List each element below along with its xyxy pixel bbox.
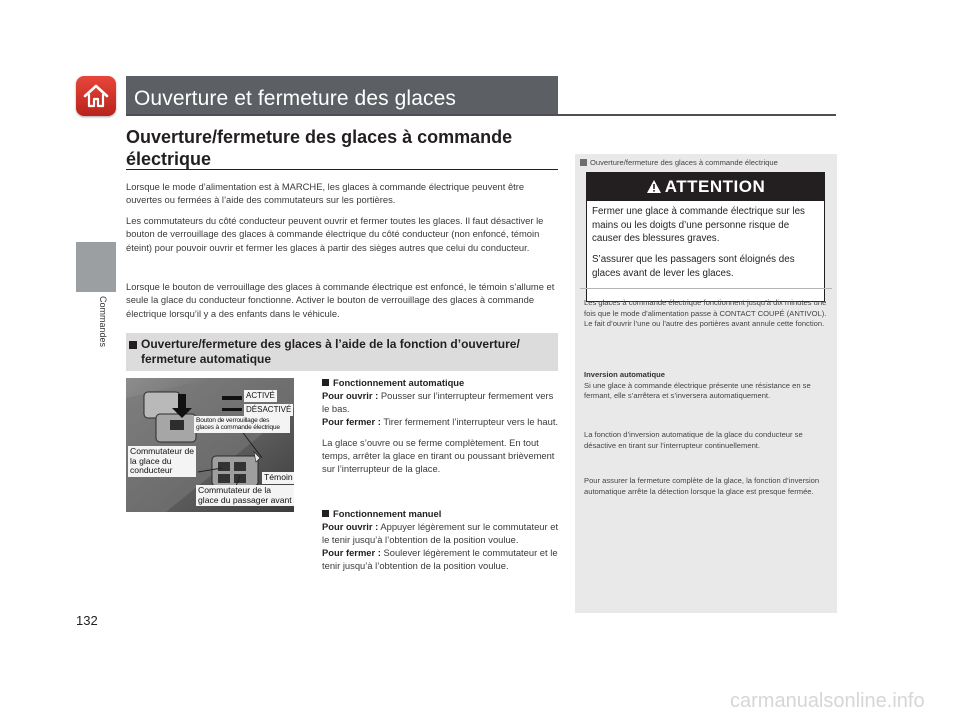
section-marker-icon (129, 341, 137, 349)
auto-stop-note: La glace s’ouvre ou se ferme complètement. En tout temps, arrêter la glace en tirant ou poussant brièvement sur l’interrupteur de la glace. (322, 437, 555, 474)
driver-switches-paragraph: Les commutateurs du côté conducteur peuvent ouvrir et fermer toutes les glaces. Il faut désactiver le bouton de verrouillage des glaces à commande électrique du côté conducteur (non enfoncé, témoin éteint) pour pouvoir ouvrir et fermer les glaces à partir des sièges autres que celui du conducteur. (126, 215, 544, 253)
auto-open-instruction: Pour ouvrir : Pousser sur l’interrupteur fermement vers le bas. (322, 390, 554, 414)
chapter-header (126, 76, 558, 114)
lock-button-label: Bouton de verrouillage des glaces à commande électrique (194, 416, 290, 433)
attention-warning-2: S’assurer que les passagers sont éloignés des glaces avant de lever les glaces. (592, 254, 795, 279)
chapter-title: Ouverture et fermeture des glaces (134, 87, 456, 110)
lock-button-paragraph: Lorsque le bouton de verrouillage des glaces à commande électrique est enfoncé, le témoin s’allume et seule la glace du conducteur fonctionne. Activer le bouton de verrouillage des glaces à commande électrique lorsqu’il y a des enfants dans le véhicule. (126, 281, 555, 319)
manual-operation-block (322, 507, 560, 572)
note-marker-icon (580, 159, 587, 166)
notes-rule (580, 288, 832, 289)
bullet-icon (322, 379, 329, 386)
manual-close-instruction: Pour fermer : Soulever légèrement le commutateur et le tenir jusqu’à l’obtention de la position voulue. (322, 547, 558, 571)
note-full-close: Pour assurer la fermeture complète de la glace, la fonction d’inversion automatique arrête la détection lorsque la glace est presque fermée. (584, 476, 820, 496)
warning-icon (646, 179, 662, 194)
passenger-switch-label: Commutateur de la glace du passager avant (196, 485, 294, 506)
attention-warning-1: Fermer une glace à commande électrique sur les mains ou les doigts d’une personne risque de causer des blessures graves. (592, 206, 805, 244)
subsection-banner (126, 333, 558, 371)
note-driver-inversion: La fonction d’inversion automatique de la glace du conducteur se désactive en tirant sur l’interrupteur continuellement. (584, 430, 803, 450)
window-switch-illustration (126, 378, 294, 512)
attention-header: ATTENTION (587, 173, 824, 201)
lock-on-label: ACTIVÉ (246, 391, 275, 400)
auto-close-instruction: Pour fermer : Tirer fermement l’interrupteur vers le haut. (322, 416, 559, 427)
bullet-icon (322, 510, 329, 517)
note-inversion: Inversion automatique Si une glace à commande électrique présente une résistance en se fermant, elle s’arrêtera et s’inversera automatiquement. (584, 370, 811, 400)
chapter-tab-label: Commandes (98, 296, 108, 348)
subsection-title: Ouverture/fermeture des glaces à l’aide de la fonction d’ouverture/ fermeture automatique (141, 337, 520, 366)
manual-open-instruction: Pour ouvrir : Appuyer légèrement sur le commutateur et le tenir jusqu’à l’obtention de la position voulue. (322, 521, 559, 545)
intro-paragraph: Lorsque le mode d’alimentation est à MARCHE, les glaces à commande électrique peuvent être ouvertes ou fermées à l’aide des commutateurs sur les portières. (126, 181, 525, 206)
notes-panel (575, 154, 837, 613)
notes-header: Ouverture/fermeture des glaces à commande électrique (580, 158, 778, 167)
attention-box (586, 172, 825, 302)
home-button[interactable] (76, 76, 116, 116)
driver-switch-label: Commutateur de la glace du conducteur (130, 446, 195, 475)
section-title: Ouverture/fermeture des glaces à commande électrique (126, 127, 513, 169)
page-number: 132 (76, 613, 98, 628)
indicator-label: Témoin (264, 472, 293, 482)
home-icon (81, 81, 111, 111)
title-rule (126, 169, 558, 170)
chapter-tab[interactable] (76, 242, 116, 292)
automatic-operation-block (322, 376, 560, 475)
watermark: carmanualsonline.info (730, 690, 925, 712)
header-rule (126, 114, 836, 116)
automatic-heading: Fonctionnement automatique (322, 376, 560, 389)
manual-heading: Fonctionnement manuel (322, 507, 560, 520)
lock-off-label: DÉSACTIVÉ (246, 405, 292, 414)
note-timeout: Les glaces à commande électrique fonctionnent jusqu’à dix minutes une fois que le mode d’alimentation passe à CONTACT COUPÉ (ANTIVOL). Le fait d’ouvrir l’une ou l’autre des portières avant annule cette fonction. (584, 298, 827, 328)
